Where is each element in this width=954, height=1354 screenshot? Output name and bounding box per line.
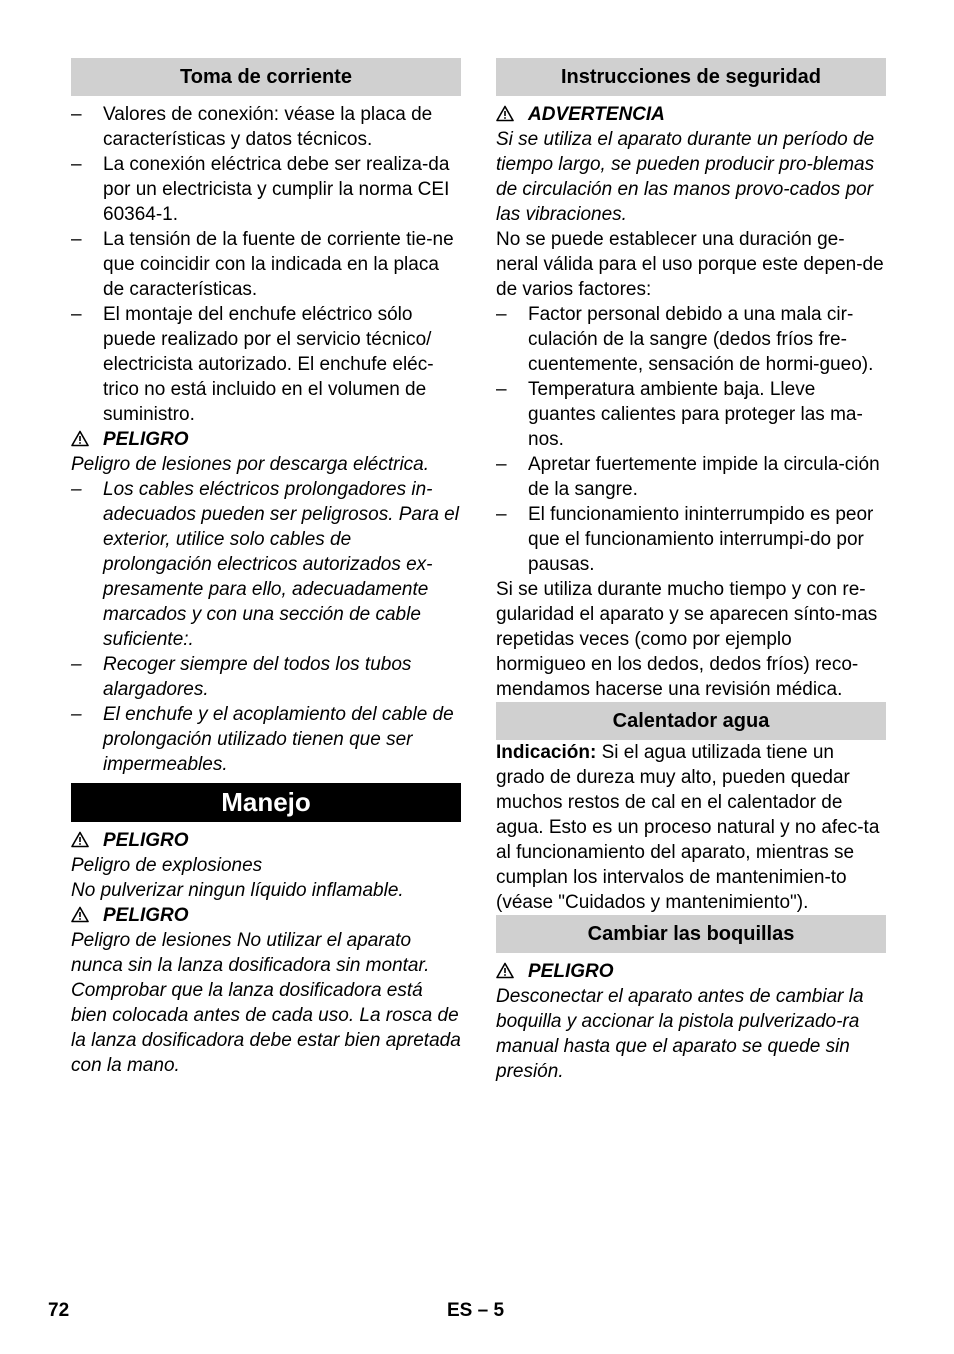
list-item: – Recoger siempre del todos los tubos alargadores.: [71, 652, 461, 702]
peligro-label: PELIGRO: [103, 830, 189, 851]
list-item: – La conexión eléctrica debe ser realiza-da por un electricista y cumplir la norma CEI 60364-1.: [71, 152, 461, 227]
indicacion-label: Indicación:: [496, 742, 597, 763]
peligro-text: Peligro de lesiones No utilizar el aparato nunca sin la lanza dosificadora sin montar. Comprobar que la lanza dosificadora está bien colocada antes de cada uso. La rosca de la lanza dosificadora debe estar bien apretada con la mano.: [71, 930, 461, 1076]
section-heading-calentador-agua: Calentador agua: [496, 702, 886, 740]
list-item: – Apretar fuertemente impide la circula-ción de la sangre.: [496, 452, 886, 502]
peligro-list: [71, 477, 461, 777]
list-item: – Valores de conexión: véase la placa de características y datos técnicos.: [71, 102, 461, 152]
list-item: – El montaje del enchufe eléctrico sólo puede realizado por el servicio técnico/ electricista autorizado. El enchufe eléc-trico no está incluido en el volumen de suministro.: [71, 302, 461, 427]
indicacion-paragraph: [496, 740, 886, 915]
indicacion-text: Si el agua utilizada tiene un grado de dureza muy alto, pueden quedar muchos restos de cal en el calentador de agua. Esto es un proceso natural y no afec-ta al funcionamiento del aparato, mientras se cumplan los intervalos de mantenimien-to (véase "Cuidados y mantenimiento").: [496, 742, 880, 913]
peligro-text: No pulverizar ningun líquido inflamable.: [71, 880, 404, 901]
list-item: – Factor personal debido a una mala cir-culación de la sangre (dedos fríos fre-cuentemente, sensación de hormi-gueo).: [496, 302, 886, 377]
peligro-label: PELIGRO: [103, 429, 189, 450]
warning-triangle-icon: [496, 962, 514, 979]
warning-triangle-icon: [71, 906, 89, 923]
left-column: [71, 58, 461, 1078]
peligro-warning-1: [71, 427, 461, 452]
section-heading-instrucciones-de-seguridad: Instrucciones de seguridad: [496, 58, 886, 96]
list-item: – El enchufe y el acoplamiento del cable de prolongación utilizado tienen que ser impermeables.: [71, 702, 461, 777]
boquillas-text: Desconectar el aparato antes de cambiar la boquilla y accionar la pistola pulverizado-ra manual hasta que el aparato se quede sin presión.: [496, 986, 864, 1082]
warning-triangle-icon: [71, 430, 89, 447]
warning-triangle-icon: [496, 105, 514, 122]
list-item: – Los cables eléctricos prolongadores in-adecuados pueden ser peligrosos. Para el exterior, utilice solo cables de prolongación electricos autorizados ex-presamente para ello, adecuadamente marcados y con una sección de cable suficiente:.: [71, 477, 461, 652]
peligro-text: Peligro de lesiones por descarga eléctrica.: [71, 454, 430, 475]
peligro-text: Peligro de explosiones: [71, 855, 263, 876]
right-column: [496, 58, 886, 1084]
warning-triangle-icon: [71, 831, 89, 848]
seguridad-list: [496, 302, 886, 577]
advertencia-warning: [496, 102, 886, 127]
peligro-warning-2: [71, 828, 461, 853]
list-item: – La tensión de la fuente de corriente tie-ne que coincidir con la indicada en la placa de características.: [71, 227, 461, 302]
list-item: – Temperatura ambiente baja. Lleve guantes calientes para proteger las ma-nos.: [496, 377, 886, 452]
peligro-warning-3: [71, 903, 461, 928]
seguridad-outro: Si se utiliza durante mucho tiempo y con re-gularidad el aparato y se aparecen sínto-mas repetidas veces (como por ejemplo hormigueo en los dedos, dedos fríos) reco-mendamos hacerse una revisión médica.: [496, 579, 878, 700]
section-heading-cambiar-las-boquillas: Cambiar las boquillas: [496, 915, 886, 953]
seguridad-intro: No se puede establecer una duración ge-neral válida para el uso porque este depen-de de varios factores:: [496, 229, 884, 300]
section-heading-manejo: Manejo: [71, 783, 461, 822]
section-reference: ES – 5: [447, 1300, 505, 1321]
toma-list: [71, 102, 461, 427]
section-heading-toma-de-corriente: Toma de corriente: [71, 58, 461, 96]
page-number: 72: [48, 1300, 70, 1321]
peligro-label: PELIGRO: [103, 905, 189, 926]
list-item: – El funcionamiento ininterrumpido es peor que el funcionamiento interrumpi-do por pausas.: [496, 502, 886, 577]
advertencia-label: ADVERTENCIA: [528, 104, 665, 125]
peligro-warning-4: [496, 959, 886, 984]
peligro-label: PELIGRO: [528, 961, 614, 982]
advertencia-text: Si se utiliza el aparato durante un período de tiempo largo, se pueden producir pro-blemas de circulación en las manos provo-cados por las vibraciones.: [496, 129, 875, 225]
